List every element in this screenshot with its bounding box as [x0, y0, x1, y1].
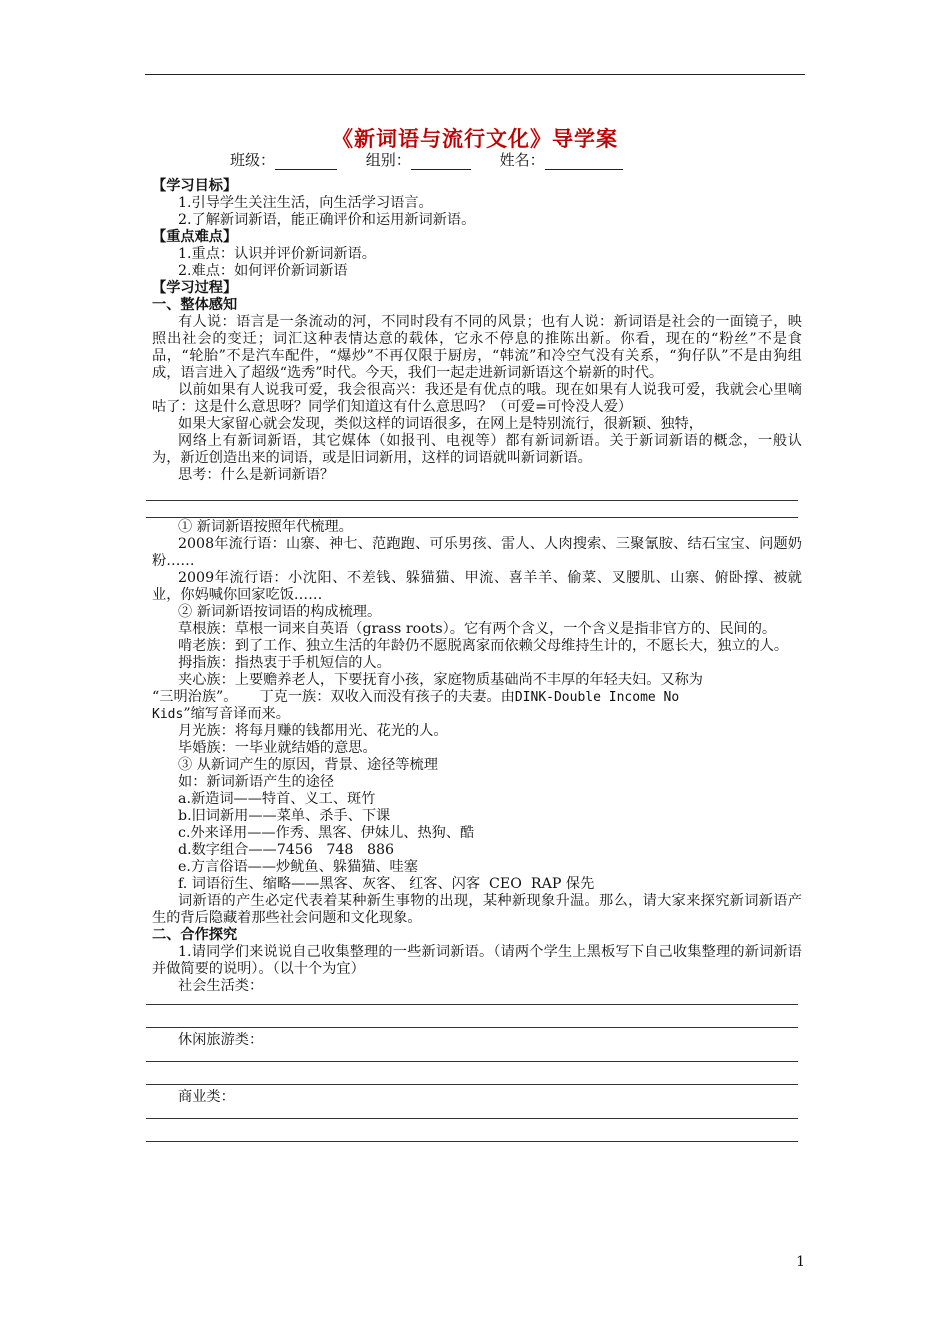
header-rule [145, 74, 805, 75]
origin-sub: 如：新词新语产生的途径 [178, 774, 335, 790]
heading-part2: 二、合作探究 [152, 927, 238, 943]
answer-line[interactable] [146, 1141, 798, 1142]
origin-item: b.旧词新用——菜单、杀手、下课 [178, 808, 391, 824]
group-blank[interactable] [411, 155, 471, 170]
origin-item: c.外来译用——作秀、黑客、伊妹儿、热狗、酷 [178, 825, 475, 841]
origin-conclusion: 词新语的产生必定代表着某种新生事物的出现，某种新现象升温。那么，请大家来探究新词新语产生的背后隐藏着那些社会问题和文化现象。 [152, 893, 802, 926]
class-label: 班级： [230, 151, 276, 169]
term-dink-tail: Kids”缩写音译而来。 [152, 706, 290, 722]
category-business: 商业类： [178, 1089, 235, 1105]
intro-paragraph: 有人说：语言是一条流动的河，不同时段有不同的风景；也有人说：新词语是社会的一面镜子，映照出社会的变迁；词汇这种表情达意的载体，它永不停息的推陈出新。你看，现在的“粉丝”不是食品，“轮胎”不是汽车配件，“爆炒”不再仅限于厨房，“韩流”和冷空气没有关系，“狗仔队”不是由狗组成，语言进入了超级“选秀”时代。今天，我们一起走进新词新语这个崭新的时代。 [152, 314, 802, 381]
term-caogen: 草根族：草根一词来自英语（grass roots）。它有两个含义，一个含义是指非官方的、民间的。 [178, 621, 777, 637]
page-number: 1 [796, 1254, 805, 1270]
category-leisure: 休闲旅游类： [178, 1032, 264, 1048]
goal-item: 1.引导学生关注生活，向生活学习语言。 [178, 195, 433, 211]
answer-line[interactable] [146, 517, 798, 518]
origin-heading: ③ 从新词产生的原因，背景、途径等梳理 [178, 757, 438, 773]
origin-item: f. 词语衍生、缩略——黑客、灰客、 红客、闪客 CEO RAP 保先 [178, 876, 595, 892]
class-blank[interactable] [275, 155, 337, 170]
intro-paragraph: 以前如果有人说我可爱，我会很高兴：我还是有优点的哦。现在如果有人说我可爱，我就会心里嘀咕了：这是什么意思呀？同学们知道这有什么意思吗？（可爱=可怜没人爱） [152, 382, 802, 415]
heading-key-points: 【重点难点】 [152, 229, 238, 245]
page-title: 《新词语与流行文化》导学案 [332, 127, 618, 151]
heading-goals: 【学习目标】 [152, 178, 238, 194]
key-point-item: 1.重点：认识并评价新词新语。 [178, 246, 376, 262]
term-kenlao: 啃老族：到了工作、独立生活的年龄仍不愿脱离家而依赖父母维持生计的，不愿长大，独立的人。 [178, 638, 789, 654]
coop-task: 1.请同学们来说说自己收集整理的一些新词新语。（请两个学生上黑板写下自己收集整理的新词新语并做简要的说明）。（以十个为宜） [152, 944, 802, 977]
origin-item: d.数字组合——7456 748 886 [178, 842, 395, 858]
name-blank[interactable] [545, 155, 623, 170]
term-muzhi: 拇指族：指热衷于手机短信的人。 [178, 655, 391, 671]
structure-heading: ② 新词新语按词语的构成梳理。 [178, 604, 382, 620]
era-2009: 2009年流行语：小沈阳、不差钱、躲猫猫、甲流、喜羊羊、偷菜、叉腰肌、山寨、俯卧撑、被就业，你妈喊你回家吃饭…… [152, 570, 802, 603]
intro-paragraph: 网络上有新词新语，其它媒体（如报刊、电视等）都有新词新语。关于新词新语的概念，一般认为，新近创造出来的词语，或是旧词新用，这样的词语就叫新词新语。 [152, 433, 802, 466]
intro-paragraph: 如果大家留心就会发现，类似这样的词语很多，在网上是特别流行，很新颖、独特， [178, 416, 703, 432]
heading-process: 【学习过程】 [152, 280, 238, 296]
group-label: 组别： [365, 151, 411, 169]
document-body [152, 178, 802, 1142]
era-2008: 2008年流行语：山寨、神七、范跑跑、可乐男孩、雷人、人肉搜索、三聚氰胺、结石宝宝、问题奶粉…… [152, 536, 802, 569]
term-yueguang: 月光族：将每月赚的钱都用光、花光的人。 [178, 723, 448, 739]
term-jiaxin: 夹心族：上要赡养老人，下要抚育小孩，家庭物质基础尚不丰厚的年轻夫妇。又称为 [178, 672, 703, 688]
era-heading: ① 新词新语按照年代梳理。 [178, 519, 353, 535]
think-question: 思考：什么是新词新语？ [178, 467, 335, 483]
term-jiaxin-dink: “三明治族”。 丁克一族：双收入而没有孩子的夫妻。由DINK-Double Income No [152, 689, 680, 705]
origin-item: a.新造词——特首、义工、斑竹 [178, 791, 376, 807]
key-point-item: 2.难点：如何评价新词新语 [178, 263, 348, 279]
name-label: 姓名： [499, 151, 545, 169]
term-bihun: 毕婚族：一毕业就结婚的意思。 [178, 740, 377, 756]
class-info-line [230, 149, 647, 170]
category-social: 社会生活类： [178, 978, 264, 994]
heading-part1: 一、整体感知 [152, 297, 238, 313]
origin-item: e.方言俗语——炒鱿鱼、躲猫猫、哇塞 [178, 859, 418, 875]
goal-item: 2.了解新词新语，能正确评价和运用新词新语。 [178, 212, 476, 228]
